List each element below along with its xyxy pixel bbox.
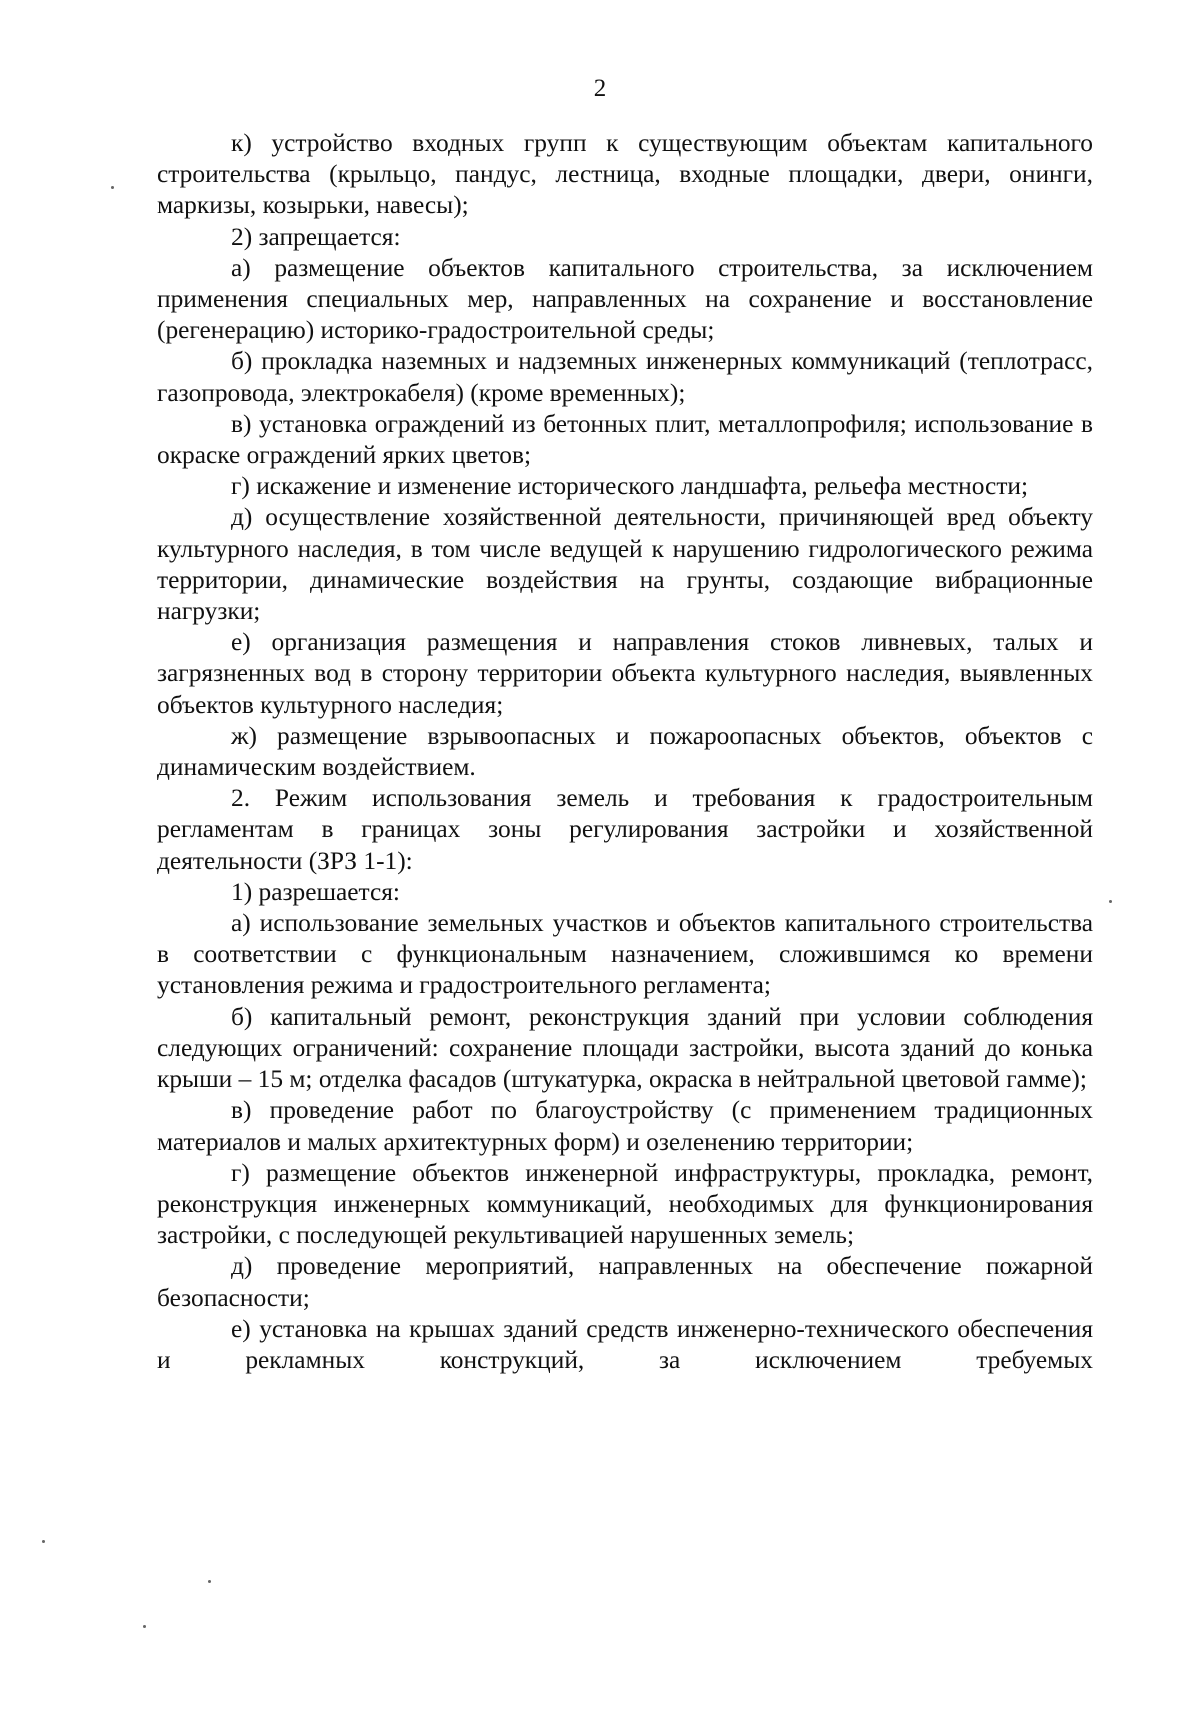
paragraph-e-drainage: е) организация размещения и направления стоков ливневых, талых и загрязненных вод в сторону территории объекта культурного наследия, выявленных объектов культурного наследия;	[157, 628, 1093, 719]
scan-speck	[42, 1540, 45, 1543]
scan-speck	[143, 1625, 146, 1628]
paragraph-e-roof-installations: е) установка на крышах зданий средств инженерно-технического обеспечения и рекламных конструкций, за исключением требуемых	[157, 1314, 1093, 1374]
paragraph-d-fire-safety: д) проведение мероприятий, направленных на обеспечение пожарной безопасности;	[157, 1252, 1093, 1312]
paragraph-zh-hazardous-objects: ж) размещение взрывоопасных и пожароопасных объектов, объектов с динамическим воздействием.	[157, 721, 1093, 782]
scan-speck	[208, 1580, 211, 1583]
paragraph-g-infrastructure: г) размещение объектов инженерной инфраструктуры, прокладка, ремонт, реконструкция инженерных коммуникаций, необходимых для функционирования застройки, с последующей рекультивацией нарушенных земель;	[157, 1158, 1093, 1250]
scan-speck	[1109, 900, 1112, 903]
paragraph-b-repair-reconstruction: б) капитальный ремонт, реконструкция зданий при условии соблюдения следующих ограничений: сохранение площади застройки, высота зданий до конька крыши – 15 м; отделка фасадов (штукатурка, окраска в нейтральной цветовой гамме);	[157, 1002, 1093, 1094]
paragraph-a-land-use: а) использование земельных участков и объектов капитального строительства в соответствии с функциональным назначением, сложившимся ко времени установления режима и градостроительного регламента;	[157, 909, 1093, 1000]
paragraph-prohibited-heading: 2) запрещается:	[231, 222, 401, 251]
paragraph-allowed-heading: 1) разрешается:	[231, 877, 400, 906]
paragraph-g-landscape: г) искажение и изменение исторического ландшафта, рельефа местности;	[231, 472, 1029, 501]
scan-speck	[111, 186, 114, 189]
paragraph-k-entrance-groups: к) устройство входных групп к существующим объектам капитального строительства (крыльцо, пандус, лестница, входные площадки, двери, онинги, маркизы, козырьки, навесы);	[157, 129, 1093, 220]
document-body	[157, 128, 1093, 1376]
paragraph-v-fences: в) установка ограждений из бетонных плит, металлопрофиля; использование в окраске ограждений ярких цветов;	[157, 409, 1093, 470]
paragraph-d-economic-activity: д) осуществление хозяйственной деятельности, причиняющей вред объекту культурного наследия, в том числе ведущей к нарушению гидрологического режима территории, динамические воздействия на грунты, создающие вибрационные нагрузки;	[157, 503, 1093, 626]
paragraph-v-landscaping: в) проведение работ по благоустройству (с применением традиционных материалов и малых архитектурных форм) и озеленению территории;	[157, 1096, 1093, 1156]
paragraph-section-2: 2. Режим использования земель и требования к градостроительным регламентам в границах зоны регулирования застройки и хозяйственной деятельности (ЗРЗ 1-1):	[157, 784, 1093, 875]
paragraph-b-engineering-communications: б) прокладка наземных и надземных инженерных коммуникаций (теплотрасс, газопровода, электрокабеля) (кроме временных);	[157, 347, 1093, 407]
page-number: 2	[593, 75, 607, 102]
paragraph-a-capital-construction: а) размещение объектов капитального строительства, за исключением применения специальных мер, направленных на сохранение и восстановление (регенерацию) историко-градостроительной среды;	[157, 253, 1093, 345]
